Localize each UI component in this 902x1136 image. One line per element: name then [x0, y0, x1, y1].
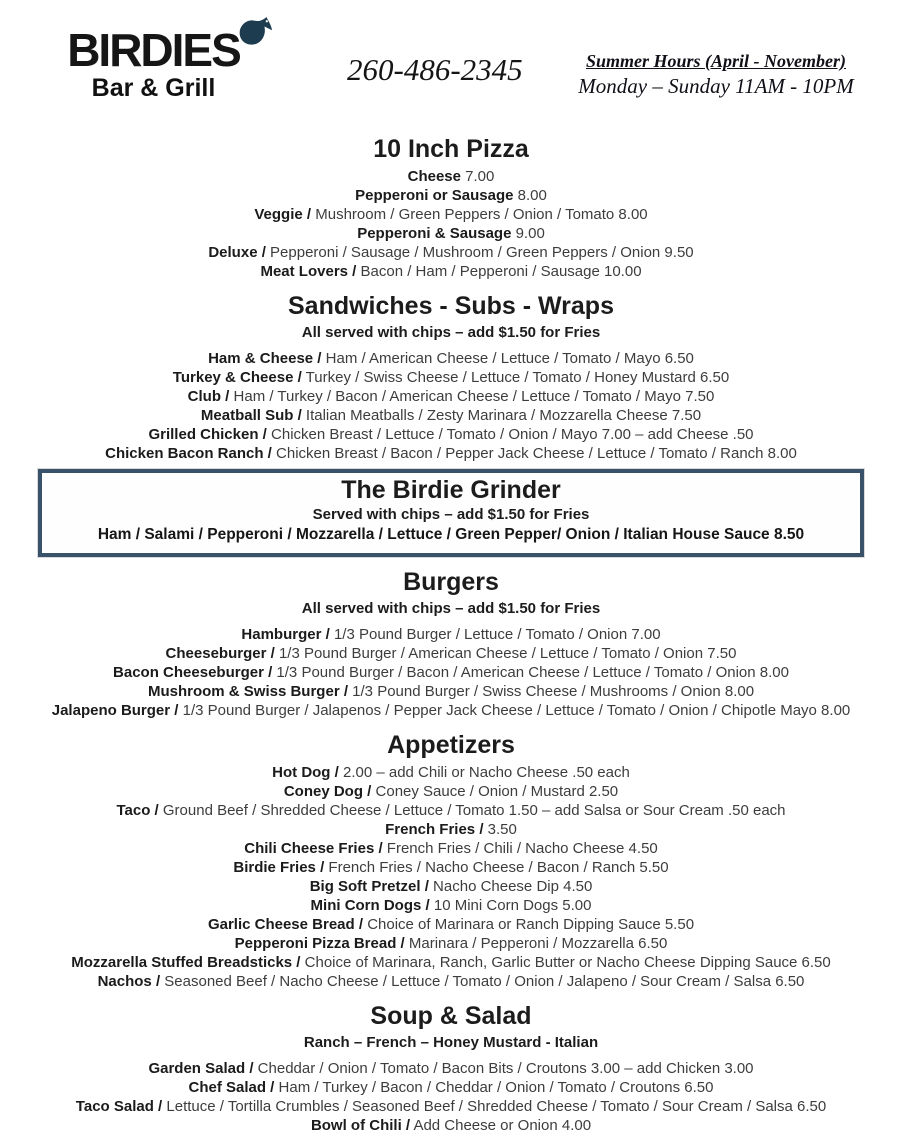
item-desc: 1/3 Pound Burger / Swiss Cheese / Mushrooms / Onion 8.00 — [352, 683, 755, 700]
section-soup-salad — [0, 1001, 902, 1135]
menu-item — [0, 425, 902, 444]
menu-item — [0, 349, 902, 368]
item-desc: Pepperoni / Sausage / Mushroom / Green Peppers / Onion 9.50 — [270, 244, 694, 261]
menu-item — [0, 205, 902, 224]
item-name: Big Soft Pretzel / — [309, 878, 429, 895]
item-desc: Coney Sauce / Onion / Mustard 2.50 — [375, 783, 619, 800]
menu-item — [0, 663, 902, 682]
item-desc: French Fries / Chili / Nacho Cheese 4.50 — [386, 840, 658, 857]
grinder-subtitle: Served with chips – add $1.50 for Fries — [312, 506, 590, 523]
item-desc: Ham / American Cheese / Lettuce / Tomato / Mayo 6.50 — [325, 350, 694, 367]
menu-item — [0, 167, 902, 186]
menu-item — [0, 387, 902, 406]
item-desc: Bacon / Ham / Pepperoni / Sausage 10.00 — [360, 263, 642, 280]
item-name: Ham & Cheese / — [208, 350, 322, 367]
item-name: Birdie Fries / — [233, 859, 325, 876]
grinder-title: The Birdie Grinder — [341, 476, 561, 504]
phone-number: 260-486-2345 — [347, 52, 523, 87]
menu-item — [0, 625, 902, 644]
item-desc: 9.00 — [515, 225, 545, 242]
menu-item — [0, 1097, 902, 1116]
section-burgers — [0, 567, 902, 720]
item-name: Deluxe / — [208, 244, 266, 261]
item-name: French Fries / — [385, 821, 484, 838]
item-desc: 3.50 — [487, 821, 517, 838]
item-desc: Italian Meatballs / Zesty Marinara / Mozzarella Cheese 7.50 — [305, 407, 702, 424]
menu-item — [0, 1116, 902, 1135]
hours-block — [570, 50, 862, 99]
item-desc: Chicken Breast / Lettuce / Tomato / Onion / Mayo 7.00 – add Cheese .50 — [271, 426, 754, 443]
menu-item — [0, 801, 902, 820]
item-name: Mini Corn Dogs / — [310, 897, 430, 914]
item-desc: 1/3 Pound Burger / Bacon / American Cheese / Lettuce / Tomato / Onion 8.00 — [276, 664, 789, 681]
item-name: Chili Cheese Fries / — [244, 840, 383, 857]
menu-item — [0, 839, 902, 858]
menu-item — [0, 877, 902, 896]
section-pizza — [0, 134, 902, 281]
section-subtitle-burgers: All served with chips – add $1.50 for Fries — [301, 600, 601, 617]
section-subtitle-sandwiches: All served with chips – add $1.50 for Fries — [301, 324, 601, 341]
item-desc: Ground Beef / Shredded Cheese / Lettuce / Tomato 1.50 – add Salsa or Sour Cream .50 each — [162, 802, 786, 819]
section-title-sandwiches: Sandwiches - Subs - Wraps — [287, 292, 614, 320]
menu-item — [0, 934, 902, 953]
menu-item — [0, 644, 902, 663]
menu-item — [0, 858, 902, 877]
item-name: Meat Lovers / — [260, 263, 357, 280]
item-name: Club / — [187, 388, 230, 405]
item-desc: 7.00 — [465, 168, 495, 185]
menu-item — [0, 224, 902, 243]
menu-item — [0, 782, 902, 801]
menu-item — [0, 368, 902, 387]
item-name: Hot Dog / — [272, 764, 339, 781]
item-desc: 1/3 Pound Burger / Lettuce / Tomato / Onion 7.00 — [333, 626, 661, 643]
section-title-pizza: 10 Inch Pizza — [373, 135, 529, 163]
menu-item — [0, 763, 902, 782]
item-name: Pepperoni or Sausage — [355, 187, 514, 204]
item-name: Cheese — [407, 168, 461, 185]
item-name: Cheeseburger / — [165, 645, 275, 662]
item-desc: Choice of Marinara, Ranch, Garlic Butter or Nacho Cheese Dipping Sauce 6.50 — [304, 954, 831, 971]
section-title-soup-salad: Soup & Salad — [370, 1002, 532, 1030]
item-desc: Nacho Cheese Dip 4.50 — [433, 878, 593, 895]
menu-item — [0, 262, 902, 281]
menu-item — [0, 953, 902, 972]
item-desc: Choice of Marinara or Ranch Dipping Sauce 5.50 — [367, 916, 695, 933]
hours-title: Summer Hours (April - November) — [585, 51, 846, 71]
section-subtitle-soup-salad: Ranch – French – Honey Mustard - Italian — [303, 1034, 599, 1051]
item-desc: Lettuce / Tortilla Crumbles / Seasoned Beef / Shredded Cheese / Tomato / Sour Cream / Salsa 6.50 — [166, 1098, 827, 1115]
item-name: Taco / — [116, 802, 159, 819]
item-name: Taco Salad / — [75, 1098, 163, 1115]
item-desc: Turkey / Swiss Cheese / Lettuce / Tomato / Honey Mustard 6.50 — [305, 369, 730, 386]
item-name: Meatball Sub / — [200, 407, 302, 424]
menu-item — [0, 820, 902, 839]
item-name: Pepperoni Pizza Bread / — [234, 935, 405, 952]
menu-item — [0, 896, 902, 915]
section-title-appetizers: Appetizers — [387, 731, 515, 759]
item-desc: Ham / Turkey / Bacon / American Cheese / Lettuce / Tomato / Mayo 7.50 — [233, 388, 715, 405]
item-name: Nachos / — [97, 973, 161, 990]
item-name: Turkey & Cheese / — [172, 369, 302, 386]
menu-item — [0, 243, 902, 262]
item-desc: Cheddar / Onion / Tomato / Bacon Bits / Croutons 3.00 – add Chicken 3.00 — [257, 1060, 754, 1077]
item-name: Chef Salad / — [188, 1079, 275, 1096]
menu-item — [0, 406, 902, 425]
logo-wordmark: BIRDIES — [67, 24, 240, 76]
item-name: Hamburger / — [241, 626, 330, 643]
logo-row — [67, 26, 240, 74]
menu-item — [0, 701, 902, 720]
section-appetizers — [0, 730, 902, 991]
item-desc: Chicken Breast / Bacon / Pepper Jack Cheese / Lettuce / Tomato / Ranch 8.00 — [276, 445, 797, 462]
menu-item — [0, 972, 902, 991]
item-name: Veggie / — [254, 206, 312, 223]
logo-subtitle: Bar & Grill — [91, 74, 216, 102]
item-name: Bowl of Chili / — [310, 1117, 411, 1134]
menu-item — [0, 1078, 902, 1097]
item-desc: Ham / Turkey / Bacon / Cheddar / Onion / Tomato / Croutons 6.50 — [278, 1079, 714, 1096]
section-sandwiches — [0, 291, 902, 463]
menu-item — [0, 915, 902, 934]
header — [0, 0, 902, 118]
item-desc: Seasoned Beef / Nacho Cheese / Lettuce / Tomato / Onion / Jalapeno / Sour Cream / Salsa 6.50 — [164, 973, 805, 990]
item-desc: French Fries / Nacho Cheese / Bacon / Ranch 5.50 — [328, 859, 669, 876]
item-desc: Marinara / Pepperoni / Mozzarella 6.50 — [408, 935, 668, 952]
item-name: Mushroom & Swiss Burger / — [147, 683, 348, 700]
item-name: Coney Dog / — [283, 783, 372, 800]
menu-item — [0, 186, 902, 205]
item-desc: Add Cheese or Onion 4.00 — [413, 1117, 592, 1134]
hours-schedule: Monday – Sunday 11AM - 10PM — [578, 74, 854, 98]
item-desc: Mushroom / Green Peppers / Onion / Tomato 8.00 — [315, 206, 648, 223]
item-name: Pepperoni & Sausage — [357, 225, 512, 242]
logo — [46, 26, 261, 103]
item-desc: 1/3 Pound Burger / American Cheese / Lettuce / Tomato / Onion 7.50 — [278, 645, 737, 662]
item-desc: 8.00 — [517, 187, 547, 204]
item-name: Garden Salad / — [148, 1060, 254, 1077]
menu-item — [0, 1059, 902, 1078]
item-name: Jalapeno Burger / — [51, 702, 179, 719]
menu-item — [0, 444, 902, 463]
section-title-burgers: Burgers — [403, 568, 499, 596]
item-name: Chicken Bacon Ranch / — [105, 445, 272, 462]
item-name: Garlic Cheese Bread / — [207, 916, 364, 933]
item-desc: 1/3 Pound Burger / Jalapenos / Pepper Jack Cheese / Lettuce / Tomato / Onion / Chipotle Mayo 8.00 — [182, 702, 851, 719]
menu-item — [0, 682, 902, 701]
item-desc: 2.00 – add Chili or Nacho Cheese .50 each — [342, 764, 630, 781]
item-name: Mozzarella Stuffed Breadsticks / — [71, 954, 301, 971]
item-desc: 10 Mini Corn Dogs 5.00 — [433, 897, 592, 914]
bird-icon — [234, 16, 274, 54]
item-name: Bacon Cheeseburger / — [113, 664, 273, 681]
grinder-box — [38, 469, 864, 557]
item-name: Grilled Chicken / — [148, 426, 267, 443]
grinder-item: Ham / Salami / Pepperoni / Mozzarella / Lettuce / Green Pepper/ Onion / Italian House Sauce 8.50 — [97, 526, 805, 543]
